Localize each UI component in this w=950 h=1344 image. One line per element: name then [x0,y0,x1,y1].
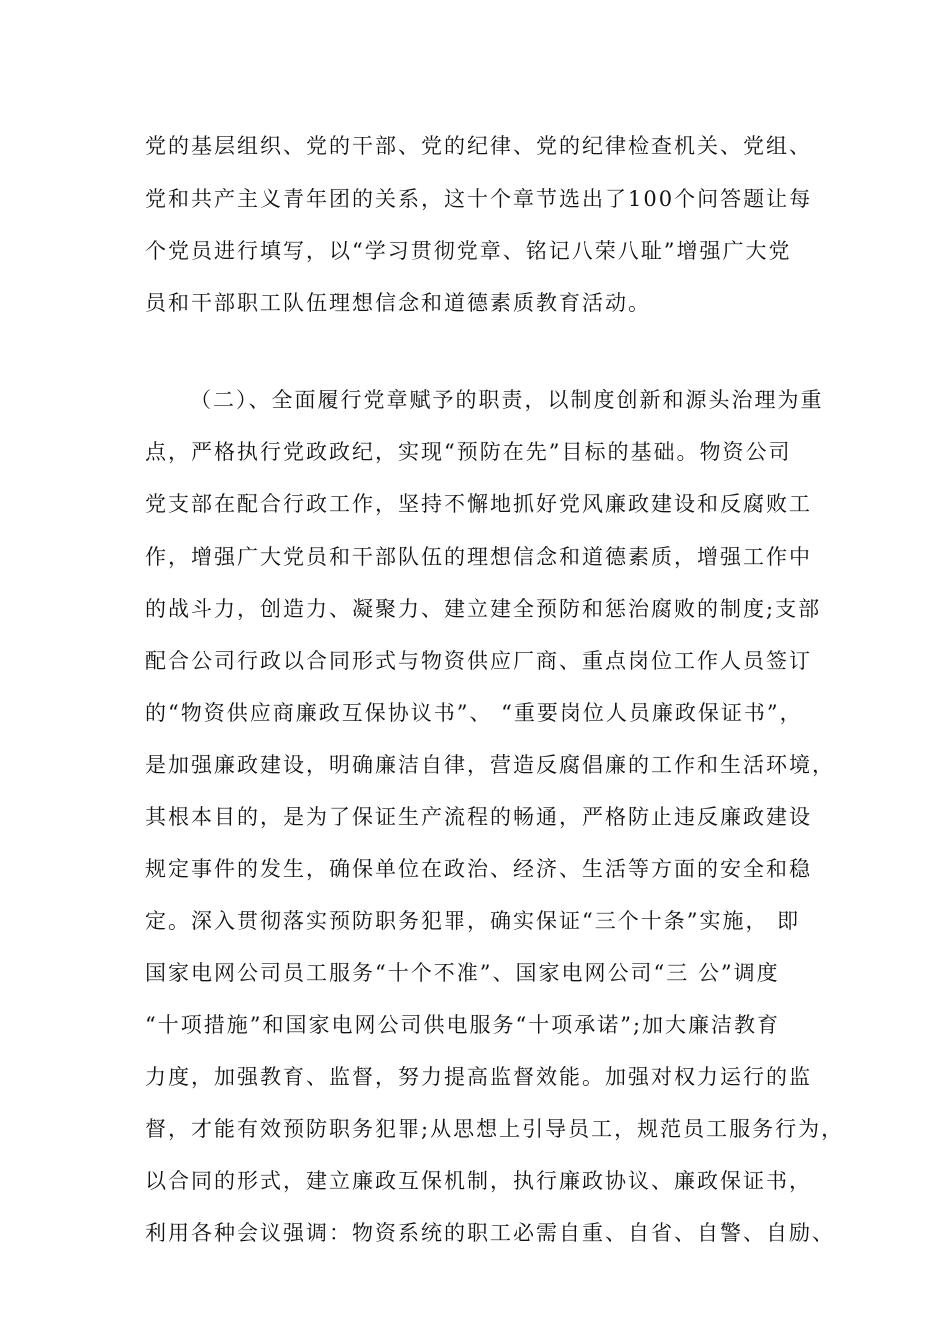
text-line: 力度，加强教育、监督，努力提高监督效能。加强对权力运行的监 [145,1065,812,1089]
text-line: 利用各种会议强调：物资系统的职工必需自重、自省、自警、自励、 [145,1221,835,1245]
text-line: 国家电网公司员工服务“十个不准”、国家电网公司“三 公”调度 [145,961,780,985]
text-line: 个党员进行填写，以“学习贯彻党章、铭记八荣八耻”增强广大党 [145,239,792,263]
text-line: 定。深入贯彻落实预防职务犯罪，确实保证“三个十条”实施， 即 [145,909,801,933]
text-line: 员和干部职工队伍理想信念和道德素质教育活动。 [145,291,651,315]
text-line: 督，才能有效预防职务犯罪;从思想上引导员工，规范员工服务行为， [145,1117,845,1141]
text-line: 其根本目的，是为了保证生产流程的畅通，严格防止违反廉政建设 [145,805,812,829]
text-line: 的“物资供应商廉政互保协议书”、 “重要岗位人员廉政保证书”， [145,701,803,725]
text-line: 配合公司行政以合同形式与物资供应厂商、重点岗位工作人员签订 [145,649,812,673]
text-line: 规定事件的发生，确保单位在政治、经济、生活等方面的安全和稳 [145,857,812,881]
text-line: （二）、全面履行党章赋予的职责，以制度创新和源头治理为重 [190,388,824,412]
text-line: 是加强廉政建设，明确廉洁自律，营造反腐倡廉的工作和生活环境， [145,753,835,777]
text-line: 党的基层组织、党的干部、党的纪律、党的纪律检查机关、党组、 [145,134,812,158]
text-line: 作，增强广大党员和干部队伍的理想信念和道德素质，增强工作中 [145,545,812,569]
text-line: 党支部在配合行政工作，坚持不懈地抓好党风廉政建设和反腐败工 [145,492,812,516]
text-line: 的战斗力，创造力、凝聚力、建立建全预防和惩治腐败的制度;支部 [145,597,822,621]
text-line: 党和共产主义青年团的关系，这十个章节选出了100个问答题让每 [145,187,813,211]
text-line: 点，严格执行党政政纪，实现“预防在先”目标的基础。物资公司 [145,440,792,464]
text-line: 以合同的形式，建立廉政互保机制，执行廉政协议、廉政保证书， [145,1169,812,1193]
text-line: “十项措施”和国家电网公司供电服务“十项承诺”;加大廉洁教育 [145,1013,781,1037]
